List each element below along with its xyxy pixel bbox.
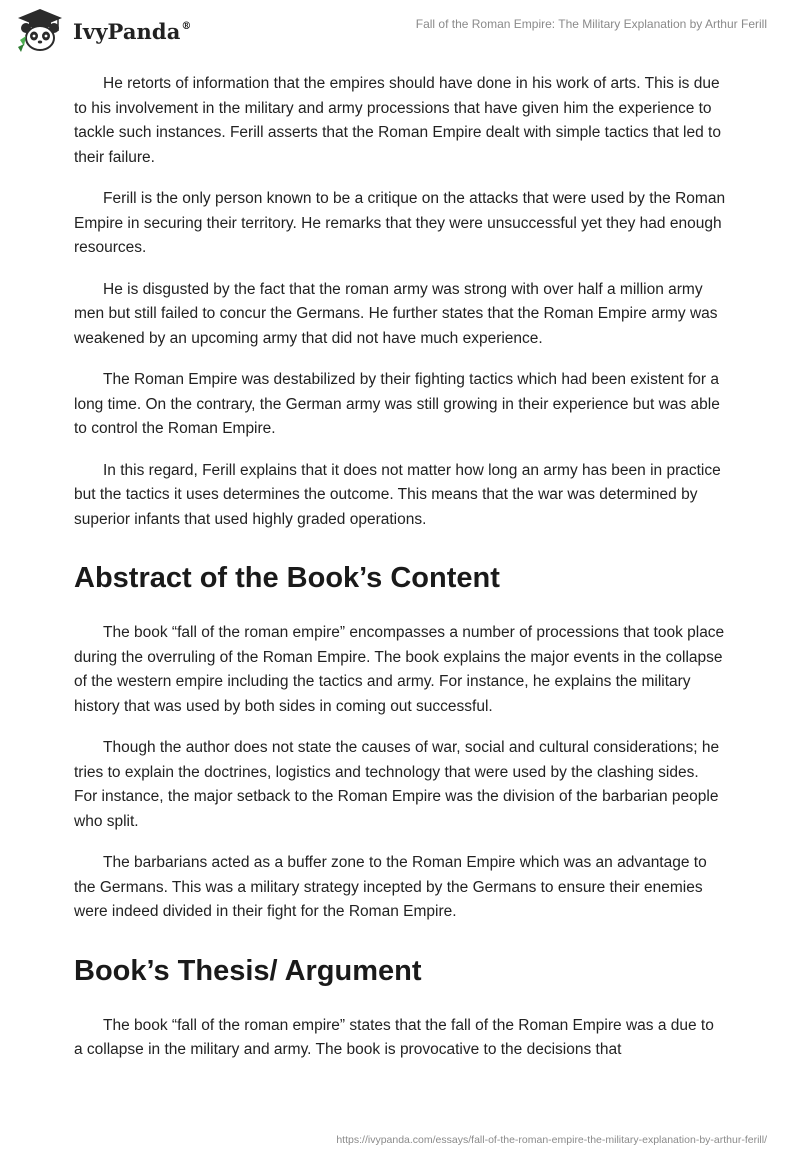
- page-header: [0, 0, 800, 70]
- source-url[interactable]: https://ivypanda.com/essays/fall-of-the-roman-empire-the-military-explanation-by-arthur-ferill/: [336, 1134, 767, 1146]
- logo-text: IvyPanda®: [73, 18, 192, 44]
- section-heading-thesis: Book’s Thesis/ Argument: [74, 954, 422, 987]
- essay-body: [74, 72, 726, 1080]
- paragraph: Ferill is the only person known to be a critique on the attacks that were used by the Roman Empire in securing their territory. He remarks that they were unsuccessful yet they had enough resources.: [74, 190, 726, 256]
- paragraph: In this regard, Ferill explains that it does not matter how long an army has been in practice but the tactics it uses determines the outcome. This means that the war was determined by superior infants that used highly graded operations.: [74, 461, 721, 528]
- paragraph: The barbarians acted as a buffer zone to the Roman Empire which was an advantage to the Germans. This was a military strategy incepted by the Germans to ensure their enemies were indeed divided in their fight for the Roman Empire.: [74, 854, 707, 920]
- paragraph: The book “fall of the roman empire” states that the fall of the Roman Empire was a due to a collapse in the military and army. The book is provocative to the decisions that: [74, 1016, 714, 1058]
- paragraph: He is disgusted by the fact that the roman army was strong with over half a million army men but still failed to concur the Germans. He further states that the Roman Empire army was weakened by an upcoming army that did not have much experience.: [74, 280, 718, 347]
- ivypanda-logo[interactable]: [12, 7, 192, 53]
- section-heading-abstract: Abstract of the Book’s Content: [74, 562, 500, 594]
- panda-graduate-icon: [12, 7, 68, 53]
- paragraph: Though the author does not state the causes of war, social and cultural considerations; he tries to explain the doctrines, logistics and technology that were used by the clashing sides. For instance, the major setback to the Roman Empire was the division of the barbarian people who split.: [74, 739, 720, 830]
- paragraph: The book “fall of the roman empire” encompasses a number of processions that took place during the overruling of the Roman Empire. The book explains the major events in the collapse of the western empire including the tactics and army. For instance, he explains the military history that was used by both sides in coming out successful.: [74, 624, 725, 715]
- paragraph: He retorts of information that the empires should have done in his work of arts. This is due to his involvement in the military and army processions that have given him the experience to tackle such instances. Ferill asserts that the Roman Empire dealt with simple tactics that led to their failure.: [74, 75, 721, 166]
- document-title: Fall of the Roman Empire: The Military Explanation by Arthur Ferill: [415, 17, 767, 31]
- paragraph: The Roman Empire was destabilized by their fighting tactics which had been existent for a long time. On the contrary, the German army was still growing in their experience but was able to control the Roman Empire.: [74, 371, 720, 437]
